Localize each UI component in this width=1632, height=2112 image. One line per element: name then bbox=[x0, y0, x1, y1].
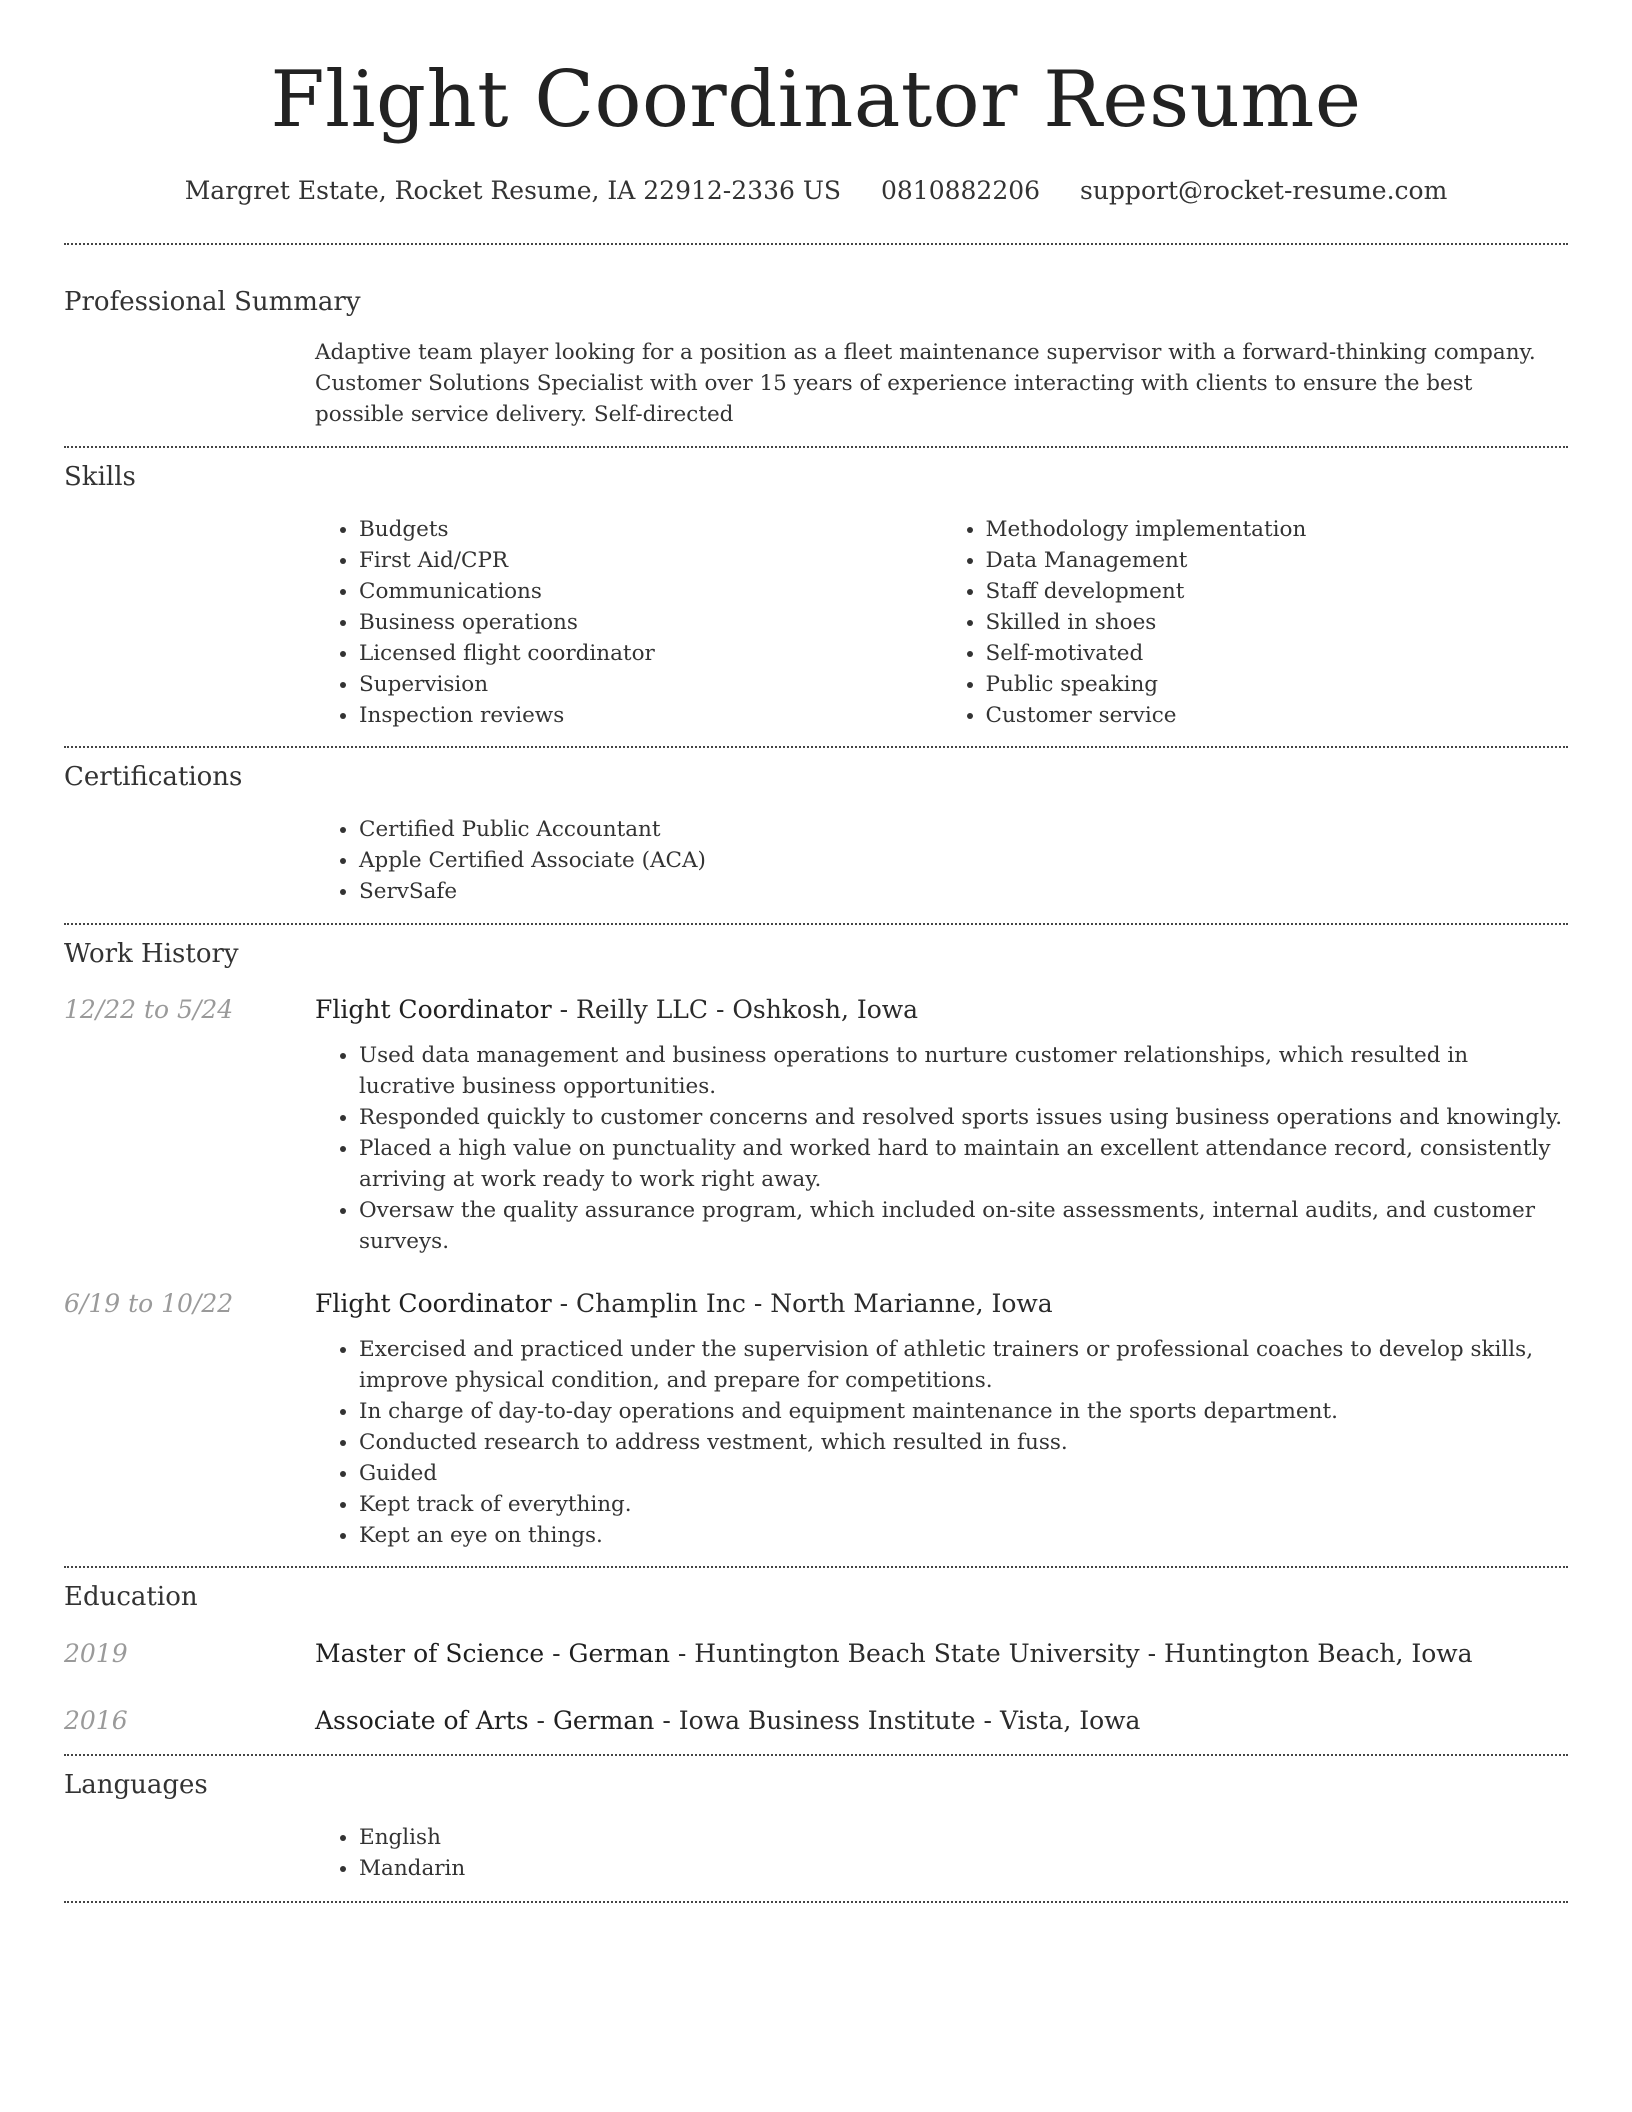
divider bbox=[64, 923, 1568, 925]
skills-list bbox=[315, 514, 1568, 731]
education-year: 2019 bbox=[64, 1639, 128, 1668]
skill-item: • Self-motivated bbox=[986, 638, 1569, 669]
skill-item: • Customer service bbox=[986, 700, 1569, 731]
job-dates: 6/19 to 10/22 bbox=[64, 1289, 234, 1318]
skill-item: • Methodology implementation bbox=[986, 514, 1569, 545]
job-company: Reilly LLC bbox=[576, 995, 709, 1024]
language-item: • Mandarin bbox=[359, 1853, 1568, 1884]
job-details bbox=[315, 1334, 1568, 1551]
certifications-bullets bbox=[315, 814, 1568, 907]
education-school: Huntington Beach State University bbox=[694, 1639, 1140, 1668]
education-degree: Master of Science bbox=[315, 1639, 545, 1668]
skill-item: • Public speaking bbox=[986, 669, 1569, 700]
job-title-line bbox=[315, 993, 918, 1027]
section-title-languages: Languages bbox=[64, 1770, 208, 1800]
divider bbox=[64, 1901, 1568, 1903]
languages-bullets bbox=[315, 1822, 1568, 1884]
separator: - bbox=[1147, 1639, 1157, 1668]
divider bbox=[64, 1566, 1568, 1568]
languages-section bbox=[64, 1768, 1568, 1884]
summary-text: Adaptive team player looking for a position as a fleet maintenance supervisor with a forward-thinking company. Customer Solutions Specialist with over 15 years of experience interacting with clients to ensure the best possible service delivery. Self-directed bbox=[315, 340, 1536, 427]
certification-item: • Apple Certified Associate (ACA) bbox=[359, 845, 1568, 876]
contact-email: support@rocket-resume.com bbox=[1080, 176, 1448, 205]
divider bbox=[64, 1754, 1568, 1756]
language-item: • English bbox=[359, 1822, 1568, 1853]
summary-section bbox=[64, 285, 1568, 430]
job-bullet: • Guided bbox=[359, 1458, 1568, 1489]
job-bullet: • Placed a high value on punctuality and worked hard to maintain an excellent attendance record, consistently arriving at work ready to work right away. bbox=[359, 1133, 1568, 1195]
certification-item: • Certified Public Accountant bbox=[359, 814, 1568, 845]
job-header bbox=[64, 993, 1568, 1027]
education-field: German bbox=[552, 1706, 655, 1735]
section-title-certifications: Certifications bbox=[64, 762, 243, 792]
education-title-line bbox=[315, 1704, 1140, 1738]
separator: - bbox=[552, 1639, 561, 1668]
divider bbox=[64, 746, 1568, 748]
section-title-education: Education bbox=[64, 1582, 198, 1612]
resume-title: Flight Coordinator Resume bbox=[270, 55, 1362, 145]
education-title-line bbox=[315, 1637, 1473, 1671]
job-bullet: • Used data management and business operations to nurture customer relationships, which resulted in lucrative business opportunities. bbox=[359, 1040, 1568, 1102]
job-entry bbox=[64, 993, 1568, 1257]
skill-item: • Supervision bbox=[359, 669, 942, 700]
certifications-list bbox=[315, 814, 1568, 907]
job-bullet: • Responded quickly to customer concerns and resolved sports issues using business operations and knowingly. bbox=[359, 1102, 1568, 1133]
skill-item: • Licensed flight coordinator bbox=[359, 638, 942, 669]
separator: - bbox=[559, 1289, 569, 1318]
job-details bbox=[315, 1040, 1568, 1257]
education-field: German bbox=[568, 1639, 670, 1668]
certification-item: • ServSafe bbox=[359, 876, 1568, 907]
separator: - bbox=[753, 1289, 763, 1318]
education-location: Huntington Beach, Iowa bbox=[1163, 1639, 1473, 1668]
separator: - bbox=[536, 1706, 545, 1735]
job-bullet: • Oversaw the quality assurance program, which included on-site assessments, internal audits, and customer surveys. bbox=[359, 1195, 1568, 1257]
job-bullet: • Conducted research to address vestment, which resulted in fuss. bbox=[359, 1427, 1568, 1458]
job-header bbox=[64, 1287, 1568, 1321]
skill-item: • Business operations bbox=[359, 607, 942, 638]
divider bbox=[64, 243, 1568, 245]
separator: - bbox=[662, 1706, 671, 1735]
contact-line bbox=[64, 174, 1568, 208]
contact-phone: 0810882206 bbox=[880, 176, 1041, 205]
job-bullets bbox=[315, 1334, 1568, 1551]
job-role: Flight Coordinator bbox=[315, 1289, 552, 1318]
job-bullet: • Exercised and practiced under the supervision of athletic trainers or professional coaches to develop skills, improve physical condition, and prepare for competitions. bbox=[359, 1334, 1568, 1396]
work-history-section bbox=[64, 937, 1568, 1551]
divider bbox=[64, 446, 1568, 448]
skill-item: • Skilled in shoes bbox=[986, 607, 1569, 638]
education-degree: Associate of Arts bbox=[315, 1706, 529, 1735]
section-title-skills: Skills bbox=[64, 462, 136, 492]
education-section bbox=[64, 1580, 1568, 1738]
job-bullet: • Kept track of everything. bbox=[359, 1489, 1568, 1520]
languages-list bbox=[315, 1822, 1568, 1884]
separator: - bbox=[677, 1639, 687, 1668]
section-title-work: Work History bbox=[64, 939, 239, 969]
job-role: Flight Coordinator bbox=[315, 995, 552, 1024]
job-title-line bbox=[315, 1287, 1053, 1321]
skill-item: • Data Management bbox=[986, 545, 1569, 576]
job-bullets bbox=[315, 1040, 1568, 1257]
education-entry bbox=[64, 1704, 1568, 1738]
job-location: Oshkosh, Iowa bbox=[732, 995, 919, 1024]
job-company: Champlin Inc bbox=[576, 1289, 746, 1318]
job-entry bbox=[64, 1287, 1568, 1551]
job-dates: 12/22 to 5/24 bbox=[64, 995, 234, 1024]
skill-item: • First Aid/CPR bbox=[359, 545, 942, 576]
contact-address: Margret Estate, Rocket Resume, IA 22912-2336 US bbox=[184, 176, 842, 205]
skill-item: • Communications bbox=[359, 576, 942, 607]
separator: - bbox=[716, 995, 725, 1024]
separator: - bbox=[983, 1706, 992, 1735]
job-bullet: • Kept an eye on things. bbox=[359, 1520, 1568, 1551]
education-school: Iowa Business Institute bbox=[678, 1706, 976, 1735]
separator: - bbox=[559, 995, 569, 1024]
education-location: Vista, Iowa bbox=[999, 1706, 1141, 1735]
education-year: 2016 bbox=[64, 1706, 128, 1735]
skills-column-left bbox=[315, 514, 942, 731]
skills-section bbox=[64, 460, 1568, 731]
section-title-summary: Professional Summary bbox=[64, 287, 361, 317]
job-bullet: • In charge of day-to-day operations and equipment maintenance in the sports department. bbox=[359, 1396, 1568, 1427]
job-location: North Marianne, Iowa bbox=[770, 1289, 1053, 1318]
skills-column-right bbox=[942, 514, 1569, 731]
certifications-section bbox=[64, 760, 1568, 907]
skill-item: • Inspection reviews bbox=[359, 700, 942, 731]
skill-item: • Staff development bbox=[986, 576, 1569, 607]
skill-item: • Budgets bbox=[359, 514, 942, 545]
education-entry bbox=[64, 1637, 1568, 1671]
